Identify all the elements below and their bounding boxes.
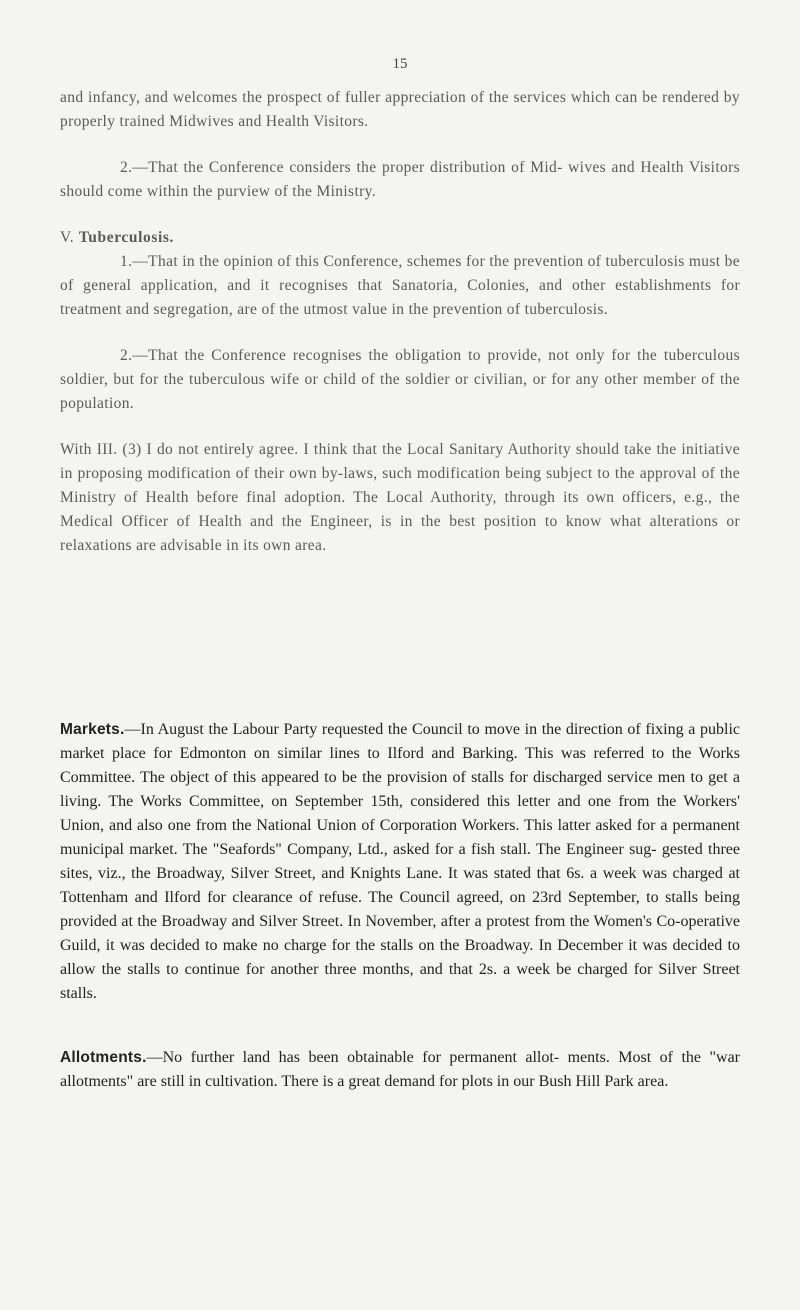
allotments-body: —No further land has been obtainable for permanent allot- ments. Most of the "war allotments" are still in cultivation. There is a great demand for plots in our Bush Hill Park area.	[60, 1049, 740, 1090]
upper-section	[60, 86, 740, 580]
page-number: 15	[392, 56, 408, 72]
tb-resolution-1: 1.—That in the opinion of this Conference, schemes for the prevention of tuberculosis must be of general application, and it recognises that Sanatoria, Colonies, and other establishments for treatment and segregation, are of the utmost value in the prevention of tuberculosis.	[60, 253, 740, 318]
markets-body: —In August the Labour Party requested the Council to move in the direction of fixing a public market place for Edmonton on similar lines to Ilford and Barking. This was referred to the Works Committee. The object of this appeared to be the provision of stalls for discharged service men to get a living. The Works Committee, on September 15th, considered this letter and one from the Workers' Union, and also one from the National Union of Corporation Workers. This latter asked for a permanent municipal market. The "Seafords" Company, Ltd., asked for a fish stall. The Engineer sug- gested three sites, viz., the Broadway, Silver Street, and Knights Lane. It was stated that 6s. a week was charged at Tottenham and Ilford for clearance of refuse. The Council agreed, on 23rd September, to stalls being provided at the Broadway and Silver Street. In November, after a protest from the Women's Co-operative Guild, it was decided to make no charge for the stalls on the Broadway. In December it was decided to allow the stalls to continue for another three months, and that 2s. a week be charged for Silver Street stalls.	[60, 721, 740, 1002]
section-numeral: V.	[60, 229, 75, 246]
markets-paragraph	[60, 718, 740, 1006]
markets-heading: Markets.	[60, 721, 125, 738]
allotments-heading: Allotments.	[60, 1049, 147, 1066]
lower-section	[60, 718, 740, 1134]
resolution-paragraph: 2.—That the Conference considers the proper distribution of Mid- wives and Health Visitors should come within the purview of the Ministry.	[60, 159, 740, 200]
tb-resolution-2: 2.—That the Conference recognises the obligation to provide, not only for the tuberculous soldier, but for the tuberculous wife or child of the soldier or civilian, or for any other member of the population.	[60, 347, 740, 412]
allotments-paragraph	[60, 1046, 740, 1094]
tuberculosis-heading	[60, 226, 740, 250]
section-title: Tuberculosis.	[78, 229, 175, 246]
carry-over-paragraph: and infancy, and welcomes the prospect of fuller appreciation of the services which can be rendered by properly trained Midwives and Health Visitors.	[60, 89, 740, 130]
comment-paragraph: With III. (3) I do not entirely agree. I think that the Local Sanitary Authority should take the initiative in proposing modification of their own by-laws, such modification being subject to the approval of the Ministry of Health before final adoption. The Local Authority, through its own officers, e.g., the Medical Officer of Health and the Engineer, is in the best position to know what alterations or relaxations are advisable in its own area.	[60, 441, 740, 554]
